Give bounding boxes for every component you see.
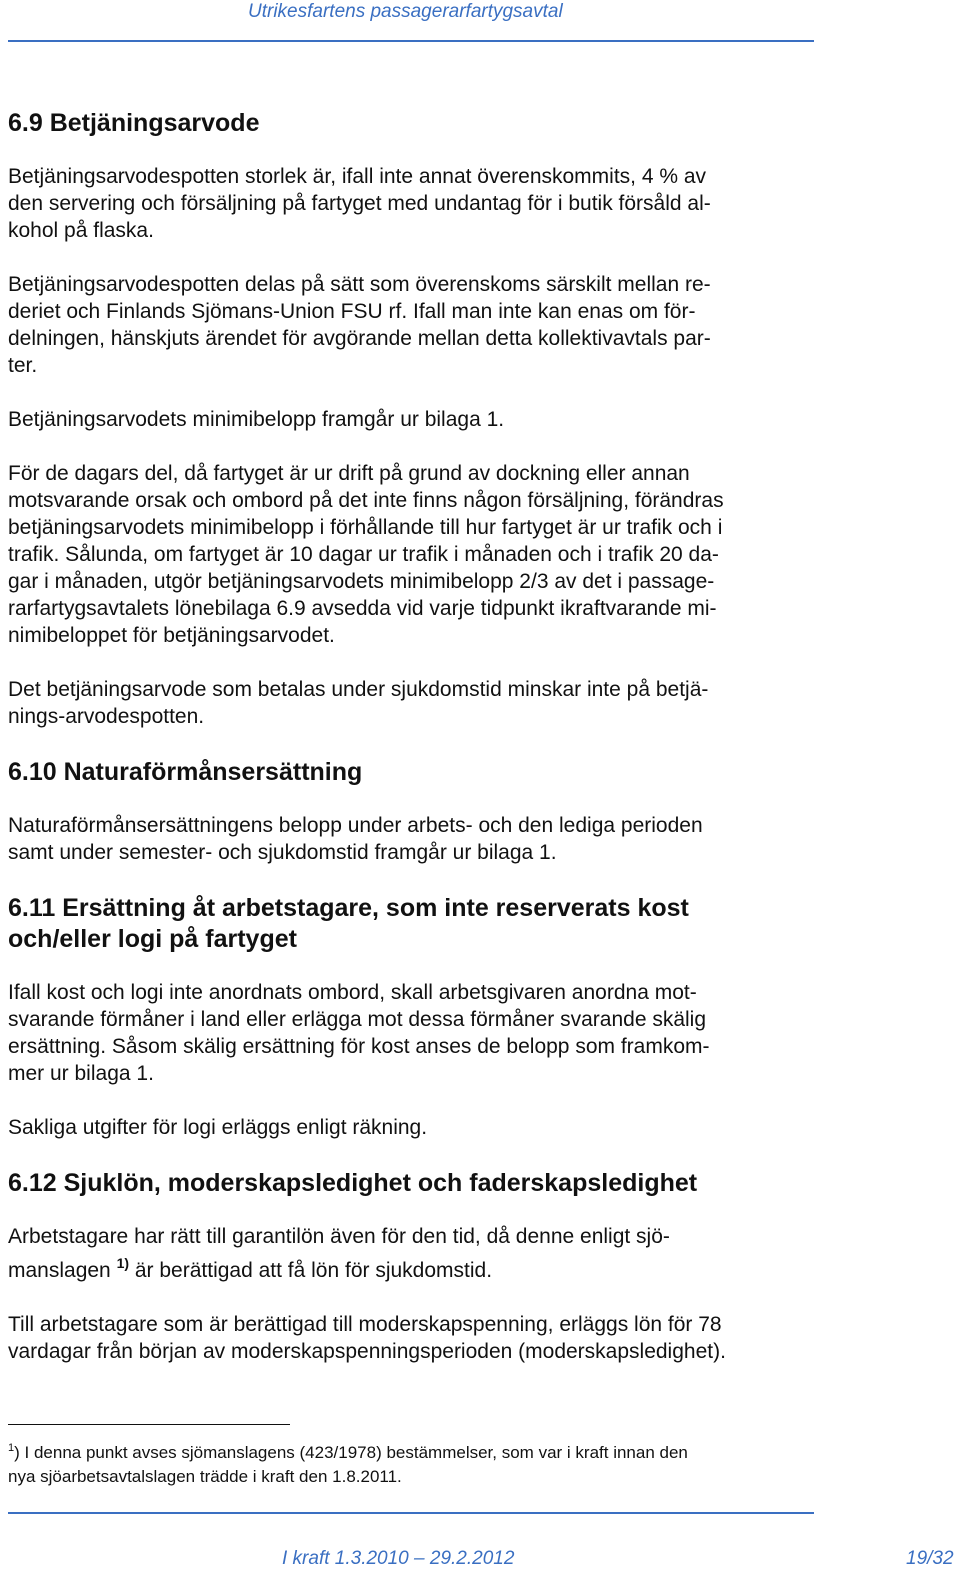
footer-rule (8, 1512, 814, 1514)
section-heading: 6.11 Ersättning åt arbetstagare, som inte reserverats kost och/eller logi på fartyget (8, 894, 689, 953)
footnote-separator (8, 1424, 290, 1425)
footnote-text: ) I denna punkt avses sjömanslagens (423/1978) bestämmelser, som var i kraft innan den nya sjöarbetsavtalslagen trädde i kraft den 1.8.2011. (8, 1443, 688, 1486)
paragraph: Betjäningsarvodespotten delas på sätt som överenskoms särskilt mellan re- deriet och Finlands Sjömans-Union FSU rf. Ifall man inte kan enas om för- delningen, hänskjuts ärendet för avgörande mellan detta kollektivavtals par- ter. (8, 273, 711, 377)
main-content (8, 108, 816, 1392)
section-heading: 6.10 Naturaförmånsersättning (8, 758, 363, 786)
header-rule (8, 40, 814, 42)
paragraph-with-footnote (8, 1223, 816, 1284)
paragraph: Det betjäningsarvode som betalas under sjukdomstid minskar inte på betjä- nings-arvodespotten. (8, 678, 709, 728)
paragraph-text: Arbetstagare har rätt till garantilön även för den tid, då denne enligt sjö- manslagen (8, 1225, 670, 1282)
paragraph: Naturaförmånsersättningens belopp under arbets- och den lediga perioden samt under semester- och sjukdomstid framgår ur bilaga 1. (8, 814, 703, 864)
footnote (8, 1436, 816, 1489)
paragraph: Betjäningsarvodets minimibelopp framgår ur bilaga 1. (8, 408, 505, 431)
paragraph: Ifall kost och logi inte anordnats ombord, skall arbetsgivaren anordna mot- svarande förmåner i land eller erlägga mot dessa förmåner svarande skälig ersättning. Såsom skälig ersättning för kost anses de belopp som framkom- mer ur bilaga 1. (8, 981, 710, 1085)
paragraph: Sakliga utgifter för logi erläggs enligt räkning. (8, 1116, 428, 1139)
footnote-marker: 1 (8, 1442, 15, 1454)
paragraph: Betjäningsarvodespotten storlek är, ifall inte annat överenskommits, 4 % av den servering och försäljning på fartyget med undantag för i butik försåld al- kohol på flaska. (8, 165, 711, 242)
paragraph-text-tail: är berättigad att få lön för sjukdomstid. (129, 1259, 493, 1282)
footer-validity: I kraft 1.3.2010 – 29.2.2012 (282, 1548, 515, 1569)
paragraph: För de dagars del, då fartyget är ur drift på grund av dockning eller annan motsvarande orsak och ombord på det inte finns någon försäljning, förändras betjäningsarvodets minimibelopp i förhållande till hur fartyget är ur trafik och i trafik. Sålunda, om fartyget är 10 dagar ur trafik i månaden och i trafik 20 da- gar i månaden, utgör betjäningsarvodets minimibelopp 2/3 av det i passage- rarfartygsavtalets lönebilaga 6.9 avsedda vid varje tidpunkt ikraftvarande mi- nimibeloppet för betjäningsarvodet. (8, 462, 724, 647)
footnote-reference[interactable]: 1) (116, 1255, 130, 1271)
page-number: 19/32 (906, 1548, 954, 1569)
running-header: Utrikesfartens passagerarfartygsavtal (248, 1, 563, 22)
section-heading: 6.12 Sjuklön, moderskapsledighet och faderskapsledighet (8, 1169, 698, 1197)
section-heading: 6.9 Betjäningsarvode (8, 109, 260, 137)
paragraph: Till arbetstagare som är berättigad till moderskapspenning, erläggs lön för 78 vardagar från början av moderskapspenningsperioden (moderskapsledighet). (8, 1313, 726, 1363)
